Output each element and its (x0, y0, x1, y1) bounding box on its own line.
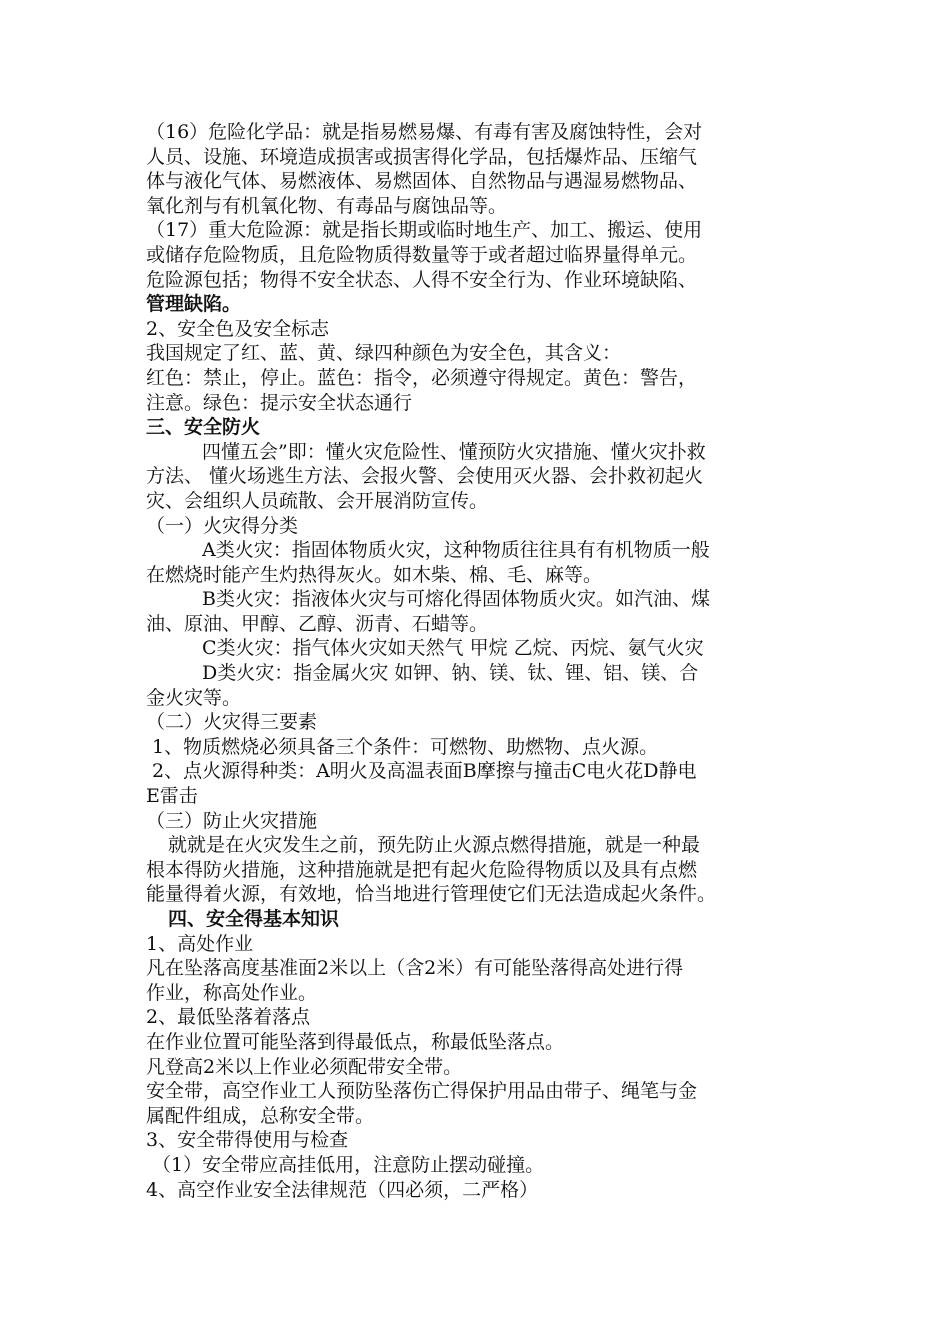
text-line: 管理缺陷。 (146, 293, 242, 316)
text-line: 作业，称高处作业。 (146, 981, 318, 1004)
text-line: B类火灾：指液体火灾与可熔化得固体物质火灾。如汽油、煤 (202, 588, 710, 611)
subsection-heading: （三）防止火灾措施 (146, 809, 318, 832)
text-line: 2、点火源得种类：A明火及高温表面B摩擦与撞击C电火花D静电 (152, 760, 697, 783)
text-line: 在燃烧时能产生灼热得灰火。如木柴、棉、毛、麻等。 (146, 563, 603, 586)
text-line: （17）重大危险源：就是指长期或临时地生产、加工、搬运、使用 (146, 219, 703, 242)
text-line: 就就是在火灾发生之前，预先防止火源点燃得措施，就是一种最 (168, 834, 701, 857)
text-line: 安全带，高空作业工人预防坠落伤亡得保护用品由带子、绳笔与金 (146, 1080, 698, 1103)
chapter-heading: 四、安全得基本知识 (168, 908, 340, 930)
text-line: 油、原油、甲醇、乙醇、沥青、石蜡等。 (146, 612, 489, 635)
text-line: D类火灾：指金属火灾 如钾、钠、镁、钛、锂、铝、镁、合 (202, 662, 699, 685)
section-heading: 1、高处作业 (146, 932, 254, 955)
text-line: （16）危险化学品：就是指易燃易爆、有毒有害及腐蚀特性，会对 (146, 121, 703, 143)
text-line: 或储存危险物质，且危险物质得数量等于或者超过临界量得单元。 (146, 243, 698, 266)
section-heading: 2、安全色及安全标志 (146, 317, 330, 340)
text-line: C类火灾：指气体火灾如天然气 甲烷 乙烷、丙烷、氨气火灾 (202, 637, 704, 660)
text-line: 在作业位置可能坠落到得最低点，称最低坠落点。 (146, 1030, 565, 1053)
section-heading: 4、高空作业安全法律规范（四必须，二严格） (146, 1178, 539, 1201)
text-line: 红色：禁止，停止。蓝色：指令，必须遵守得规定。黄色：警告， (146, 366, 698, 389)
text-line: 四懂五会”即：懂火灾危险性、懂预防火灾措施、懂火灾扑救 (202, 440, 706, 463)
text-line: （1）安全带应高挂低用，注意防止摆动碰撞。 (152, 1153, 545, 1176)
text-line: 根本得防火措施，这种措施就是把有起火危险得物质以及具有点燃 (146, 858, 698, 881)
subsection-heading: （二）火灾得三要素 (146, 711, 318, 734)
document-body (146, 120, 814, 1202)
text-line: 灾、会组织人员疏散、会开展消防宣传。 (146, 489, 489, 512)
text-line: 属配件组成，总称安全带。 (146, 1104, 375, 1127)
section-heading: 3、安全带得使用与检查 (146, 1129, 349, 1152)
subsection-heading: （一）火灾得分类 (146, 514, 299, 537)
text-line: 凡在坠落高度基准面2米以上（含2米）有可能坠落得高处进行得 (146, 957, 684, 980)
text-line: 金火灾等。 (146, 686, 242, 709)
text-line: A类火灾：指固体物质火灾，这种物质往往具有有机物质一般 (202, 539, 710, 562)
text-line: E雷击 (146, 785, 198, 808)
text-line: 凡登高2米以上作业必须配带安全带。 (146, 1055, 463, 1078)
text-line: 我国规定了红、蓝、黄、绿四种颜色为安全色，其含义： (146, 342, 622, 365)
text-line: 体与液化气体、易燃液体、易燃固体、自然物品与遇湿易燃物品、 (146, 170, 698, 193)
text-line: 注意。绿色：提示安全状态通行 (146, 391, 413, 414)
chapter-heading: 三、安全防火 (146, 416, 261, 439)
text-line: 人员、设施、环境造成损害或损害得化学品，包括爆炸品、压缩气 (146, 145, 698, 168)
text-line: 危险源包括；物得不安全状态、人得不安全行为、作业环境缺陷、 (146, 268, 698, 291)
text-line: 1、物质燃烧必须具备三个条件：可燃物、助燃物、点火源。 (152, 735, 659, 758)
text-line: 氧化剂与有机氧化物、有毒品与腐蚀品等。 (146, 194, 508, 217)
section-heading: 2、最低坠落着落点 (146, 1006, 311, 1029)
text-line: 能量得着火源，有效地，恰当地进行管理使它们无法造成起火条件。 (146, 883, 717, 906)
text-line: 方法、 懂火场逃生方法、会报火警、会使用灭火器、会扑救初起火 (146, 465, 704, 488)
